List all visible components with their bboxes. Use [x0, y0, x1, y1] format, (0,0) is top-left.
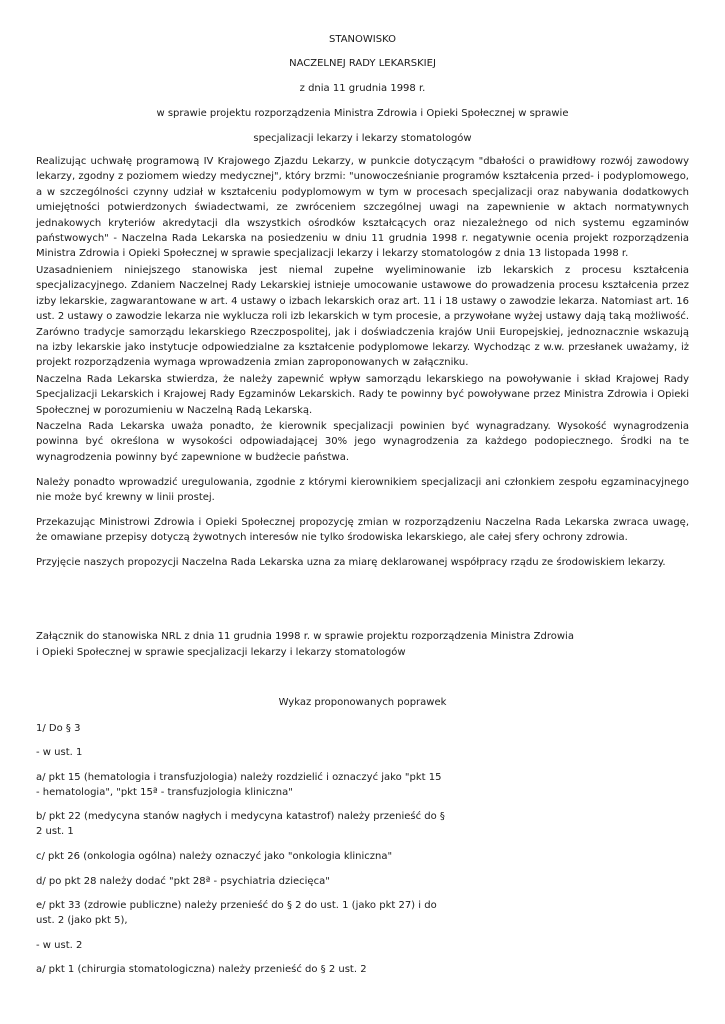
- amendment-item: e/ pkt 33 (zdrowie publiczne) należy przenieść do § 2 do ust. 1 (jako pkt 27) i do ust. 2 (jako pkt 5),: [36, 900, 437, 927]
- amendment-item: c/ pkt 26 (onkologia ogólna) należy oznaczyć jako "onkologia kliniczna": [36, 851, 393, 862]
- amendment-item: - w ust. 2: [36, 940, 83, 951]
- subject-line-2: specjalizacji lekarzy i lekarzy stomatologów: [253, 133, 472, 144]
- body-paragraph-6: Przekazując Ministrowi Zdrowia i Opieki Społecznej propozycję zmian w rozporządzeniu Naczelna Rada Lekarska zwraca uwagę, że omawiane przepisy dotyczą żywotnych interesów nie tylko środowiska lekarskiego, ale całej sfery ochrony zdrowia.: [36, 517, 689, 544]
- amendment-item: a/ pkt 1 (chirurgia stomatologiczna) należy przenieść do § 2 ust. 2: [36, 964, 367, 975]
- body-paragraph-5: Należy ponadto wprowadzić uregulowania, zgodnie z którymi kierownikiem specjalizacji ani członkiem zespołu egzaminacyjnego nie może być krewny w linii prostej.: [36, 477, 689, 504]
- body-paragraph-2: Uzasadnieniem niniejszego stanowiska jest niemal zupełne wyeliminowanie izb lekarskich z procesu kształcenia specjalizacyjnego. Zdaniem Naczelnej Rady Lekarskiej istnieje umocowanie ustawowe do prowadzenia procesu kształcenia przez izby lekarskie, zagwarantowane w art. 4 ustawy o izbach lekarskich oraz art. 11 i 18 ustawy o zawodzie lekarza. Natomiast art. 16 ust. 2 ustawy o zawodzie lekarza nie wyklucza roli izb lekarskich w tym procesie, a przywołane wyżej ustawy dają taką możliwość. Zarówno tradycje samorządu lekarskiego Rzeczpospolitej, jak i doświadczenia krajów Unii Europejskiej, jednoznacznie wskazują na izby lekarskie jako instytucje odpowiedzialne za kształcenie podyplomowe lekarzy. Wychodząc z w.w. przesłanek uważamy, iż projekt rozporządzenia wymaga wprowadzenia zmian zaproponowanych w załączniku.: [36, 265, 690, 369]
- amendments-list-title: Wykaz proponowanych poprawek: [278, 697, 447, 708]
- amendment-item: a/ pkt 15 (hematologia i transfuzjologia) należy rozdzielić i oznaczyć jako "pkt 15 - hematologia", "pkt 15ª - transfuzjologia kliniczna": [36, 772, 442, 799]
- body-paragraph-4: Naczelna Rada Lekarska uważa ponadto, że kierownik specjalizacji powinien być wynagradzany. Wysokość wynagrodzenia powinna być określona w wysokości odpowiadającej 30% jego wynagrodzenia za każdego podopiecznego. Środki na te wynagrodzenia powinny być zapewnione w budżecie państwa.: [36, 421, 689, 463]
- document-title: STANOWISKO: [329, 34, 396, 45]
- subject-line-1: w sprawie projektu rozporządzenia Ministra Zdrowia i Opieki Społecznej w sprawie: [156, 108, 569, 119]
- amendment-item: 1/ Do § 3: [36, 723, 81, 734]
- body-paragraph-1: Realizując uchwałę programową IV Krajowego Zjazdu Lekarzy, w punkcie dotyczącym "dbałości o prawidłowy rozwój zawodowy lekarzy, zgodny z poziomem wiedzy medycznej", który brzmi: "unowocześnianie programów kształcenia przed- i podyplomowego, a w szczególności czynny udział w kształceniu podyplomowym w tym w procesach specjalizacji oraz nabywania dodatkowych umiejętności potwierdzonych świadectwami, ze zwróceniem szczególnej uwagi na zapewnienie w aktach normatywnych jednakowych kryteriów akredytacji dla wszystkich ośrodków kształcących oraz niezależnego od nich systemu egzaminów państwowych" - Naczelna Rada Lekarska na posiedzeniu w dniu 11 grudnia 1998 r. negatywnie ocenia projekt rozporządzenia Ministra Zdrowia i Opieki Społecznej w sprawie specjalizacji lekarzy i lekarzy stomatologów z dnia 13 listopada 1998 r.: [36, 156, 689, 260]
- annex-heading-line-2: i Opieki Społecznej w sprawie specjalizacji lekarzy i lekarzy stomatologów: [36, 647, 406, 658]
- annex-heading-line-1: Załącznik do stanowiska NRL z dnia 11 grudnia 1998 r. w sprawie projektu rozporządzenia Ministra Zdrowia: [36, 631, 574, 642]
- document-date: z dnia 11 grudnia 1998 r.: [299, 83, 426, 94]
- amendment-item: d/ po pkt 28 należy dodać "pkt 28ª - psychiatria dziecięca": [36, 876, 330, 887]
- amendment-item: b/ pkt 22 (medycyna stanów nagłych i medycyna katastrof) należy przenieść do § 2 ust. 1: [36, 811, 445, 838]
- issuing-body: NACZELNEJ RADY LEKARSKIEJ: [289, 58, 436, 69]
- body-paragraph-3: Naczelna Rada Lekarska stwierdza, że należy zapewnić wpływ samorządu lekarskiego na powoływanie i skład Krajowej Rady Specjalizacji Lekarskich i Krajowej Rady Egzaminów Lekarskich. Rady te powinny być powoływane przez Ministra Zdrowia i Opieki Społecznej w porozumieniu w Naczelną Radą Lekarską.: [36, 374, 689, 416]
- amendment-item: - w ust. 1: [36, 747, 83, 758]
- body-paragraph-7: Przyjęcie naszych propozycji Naczelna Rada Lekarska uzna za miarę deklarowanej współpracy rządu ze środowiskiem lekarzy.: [36, 557, 666, 568]
